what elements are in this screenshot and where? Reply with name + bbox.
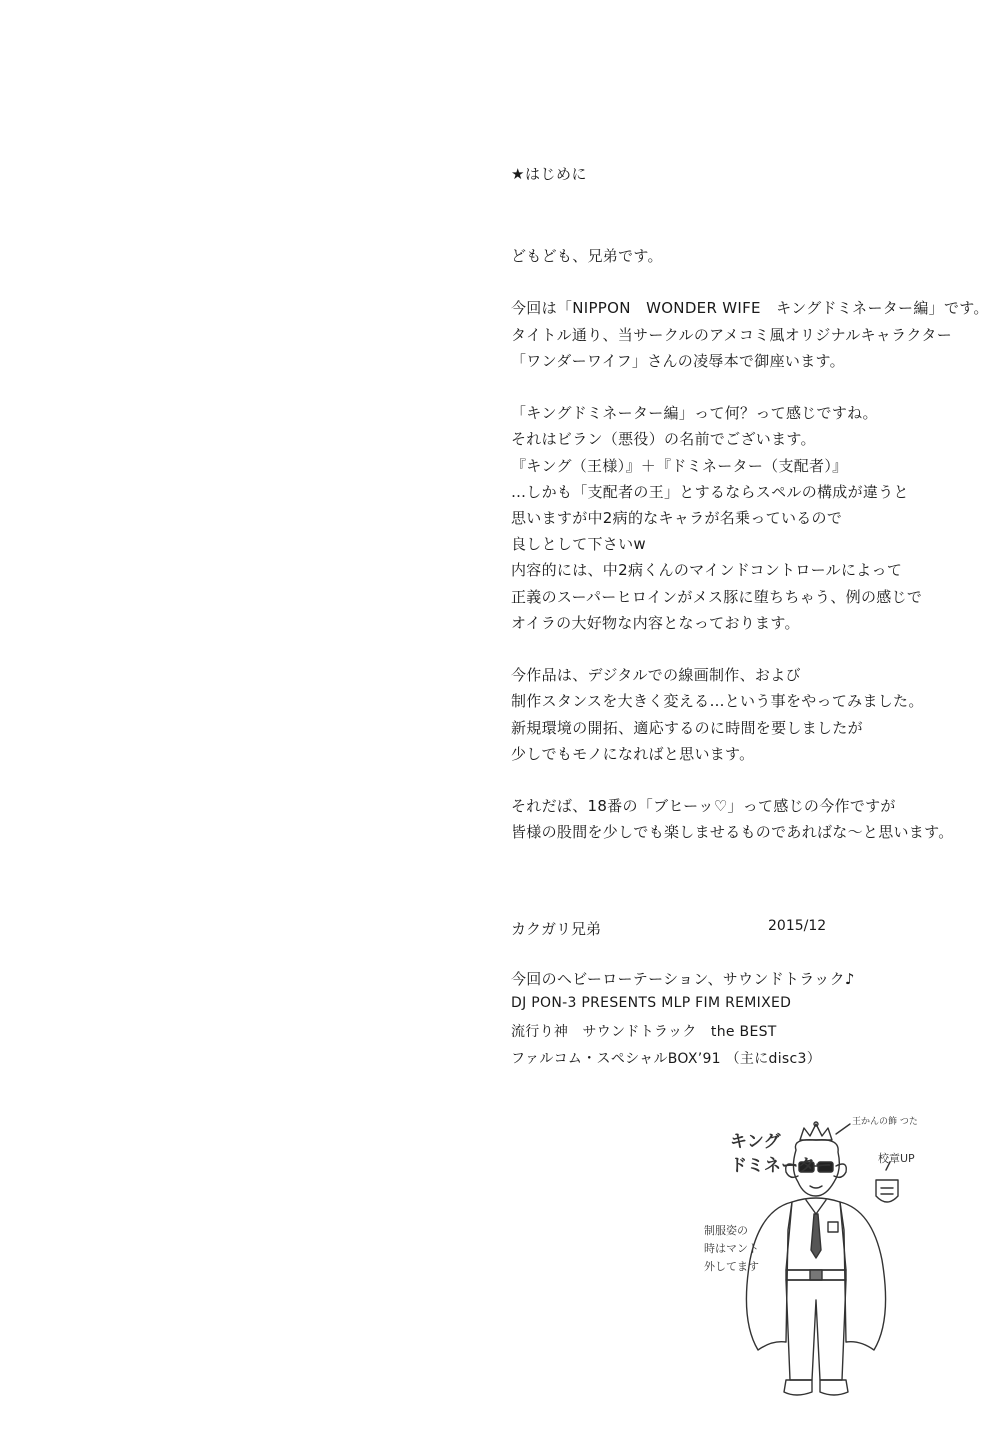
body-line: 思いますが中2病的なキャラが名乗っているので: [511, 509, 843, 527]
body-line: オイラの大好物な内容となっております。: [511, 613, 800, 632]
name-label: キング ドミネーター: [730, 1132, 832, 1176]
body-line: タイトル通り、当サークルのアメコミ風オリジナルキャラクター: [511, 325, 953, 344]
body-line: それだば、18番の「ブヒーッ♡」って感じの今作ですが: [511, 797, 896, 816]
body-line: どもども、兄弟です。: [511, 247, 663, 265]
playlist-item: DJ PON-3 PRESENTS MLP FIM REMIXED: [511, 994, 792, 1011]
body-line: 良しとして下さいw: [511, 535, 646, 554]
date: 2015/12: [768, 918, 827, 934]
body-line: 「キングドミネーター編」って何？って感じですね。: [511, 404, 878, 423]
body-line: 「ワンダーワイフ」さんの凌辱本で御座います。: [511, 351, 845, 370]
author-signature: カクガリ兄弟: [511, 920, 602, 938]
cape-note: 制服姿の 時はマント 外してます: [704, 1224, 759, 1273]
playlist-item: ファルコム・スペシャルBOX’91 （主にdisc3）: [511, 1050, 822, 1067]
body-line: 正義のスーパーヒロインがメス豚に堕ちちゃう、例の感じで: [511, 587, 923, 606]
playlist-item: 流行り神 サウンドトラック the BEST: [511, 1024, 777, 1040]
heading: ★はじめに: [511, 165, 587, 183]
body-line: それはビラン（悪役）の名前でございます。: [511, 430, 816, 449]
body-line: …しかも「支配者の王」とするならスペルの構成が違うと: [511, 482, 909, 501]
crown-note: 王かんの飾 つた: [852, 1117, 918, 1127]
body-line: 皆様の股間を少しでも楽しませるものであればな～と思います。: [511, 823, 954, 842]
body-line: 少しでもモノになればと思います。: [511, 744, 755, 763]
body-line: 新規環境の開拓、適応するのに時間を要しましたが: [511, 718, 863, 737]
body-line: 制作スタンスを大きく変える…という事をやってみました。: [511, 692, 924, 711]
body-line: 今回は「NIPPON WONDER WIFE キングドミネーター編」です。: [511, 299, 989, 318]
playlist-item: 今回のヘビーローテーション、サウンドトラック♪: [511, 970, 855, 988]
emblem-note: 校章UP: [878, 1152, 915, 1165]
body-line: 今作品は、デジタルでの線画制作、および: [511, 666, 801, 685]
body-line: 『キング（王様）』＋『ドミネーター（支配者）』: [511, 456, 848, 475]
body-line: 内容的には、中2病くんのマインドコントロールによって: [511, 561, 903, 580]
character-sketch: [700, 1110, 940, 1430]
